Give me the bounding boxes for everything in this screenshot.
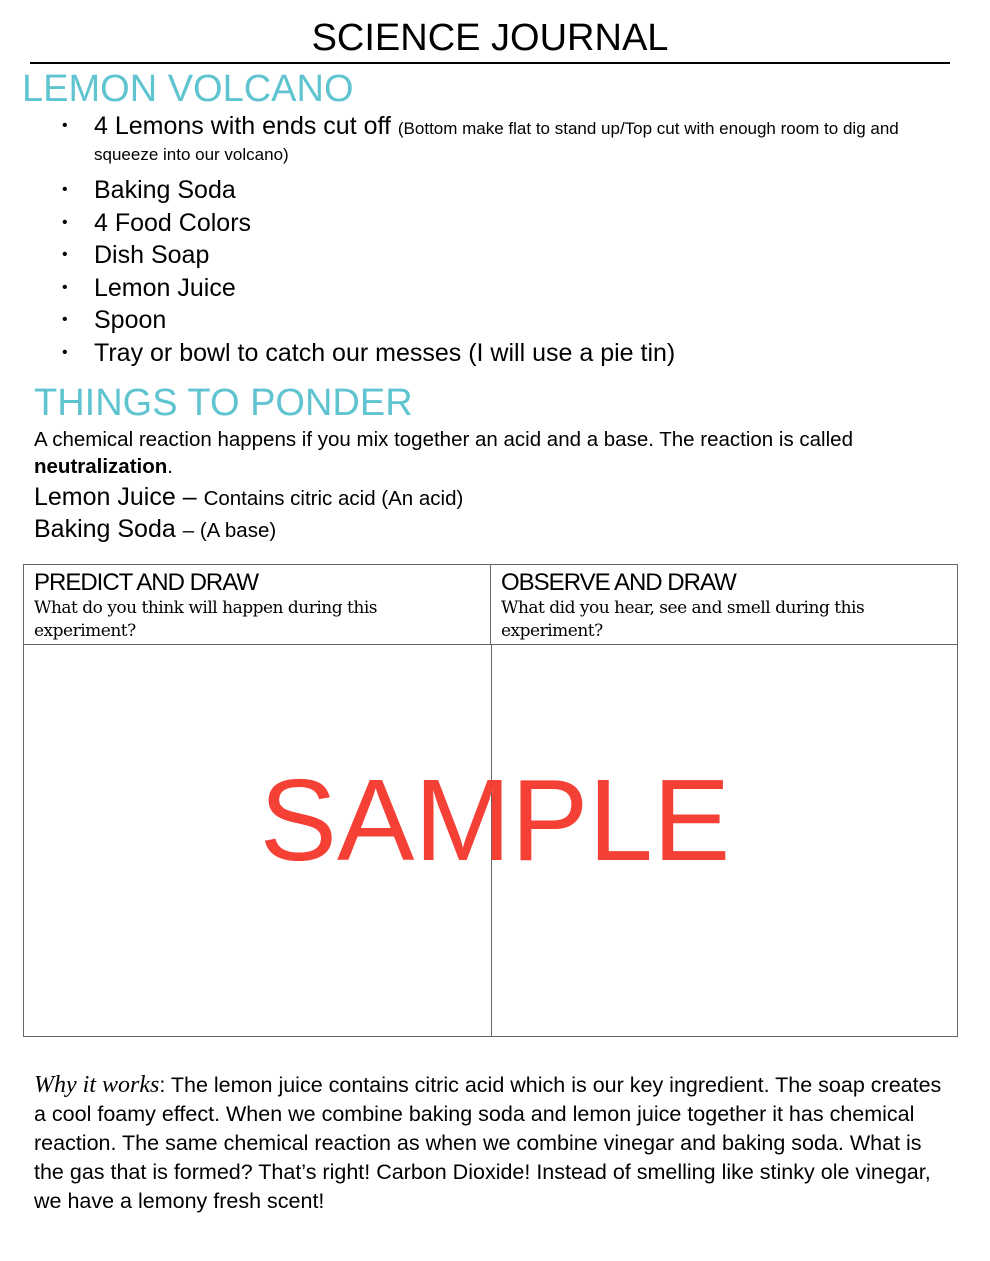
sample-watermark: SAMPLE <box>259 755 731 885</box>
why-text: : The lemon juice contains citric acid which is our key ingredient. The soap creates a cool foamy effect. When we combine baking soda and lemon juice together it has chemical reaction. The same chemical reaction as when we combine vinegar and baking soda. What is the gas that is formed? That’s right! Carbon Dioxide! Instead of smelling like stinky ole vinegar, we have a lemony fresh scent! <box>34 1073 942 1213</box>
ponder-heading: THINGS TO PONDER <box>34 382 413 424</box>
list-item <box>66 114 946 166</box>
predict-header <box>24 565 491 645</box>
title-divider <box>30 62 950 64</box>
description: Contains citric acid (An acid) <box>203 487 464 510</box>
description: – (A base) <box>182 519 277 542</box>
para-end: . <box>167 455 173 478</box>
para-text: A chemical reaction happens if you mix together an acid and a base. The reaction is called <box>34 428 853 451</box>
column-question: What do you think will happen during this experiment? <box>34 598 377 641</box>
observe-header <box>491 565 957 645</box>
column-question: What did you hear, see and smell during this experiment? <box>501 598 865 641</box>
column-title: PREDICT AND DRAW <box>34 569 259 596</box>
item-label: 4 Lemons with ends cut off <box>94 112 391 140</box>
term: Baking Soda <box>34 515 176 543</box>
ponder-paragraph <box>34 426 934 480</box>
ponder-item <box>34 481 463 515</box>
list-item: • Spoon <box>66 304 946 337</box>
list-item: • Dish Soap <box>66 239 946 272</box>
list-item: • Baking Soda <box>66 174 946 207</box>
why-it-works <box>34 1071 954 1216</box>
item-note: (Bottom make flat to stand up/Top cut with enough room to dig and squeeze into our volcano) <box>94 119 899 164</box>
list-item: • Lemon Juice <box>66 272 946 305</box>
column-title: OBSERVE AND DRAW <box>501 569 736 596</box>
term: Lemon Juice – <box>34 483 197 511</box>
list-item: • 4 Food Colors <box>66 207 946 240</box>
why-label: Why it works <box>34 1072 160 1098</box>
ponder-item <box>34 513 276 547</box>
materials-list <box>66 114 946 369</box>
list-item: • Tray or bowl to catch our messes (I will use a pie tin) <box>66 337 946 370</box>
bold-term: neutralization <box>34 455 168 478</box>
experiment-heading: LEMON VOLCANO <box>22 68 354 110</box>
page-title: SCIENCE JOURNAL <box>311 17 669 59</box>
